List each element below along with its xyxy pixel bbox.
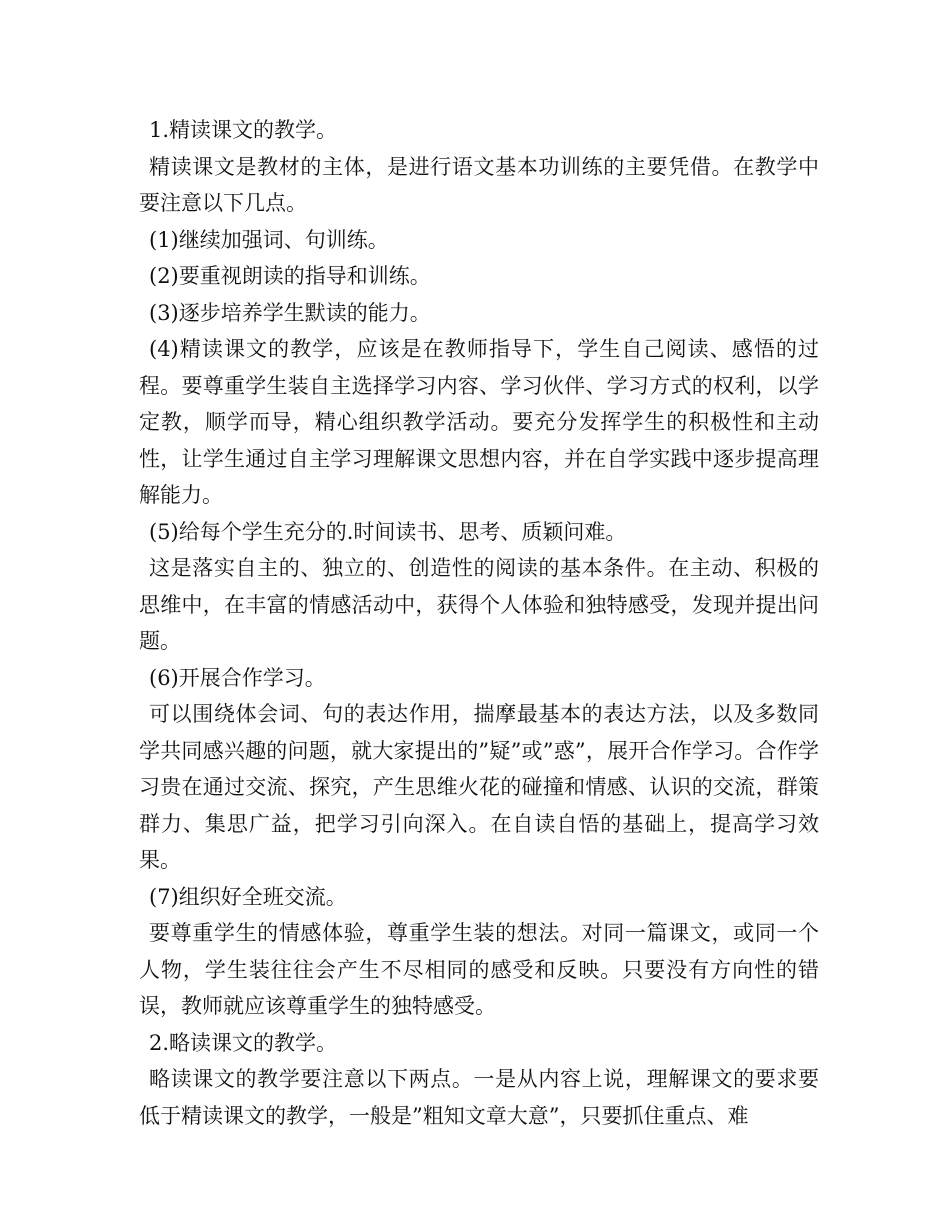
list-item-7: (7)组织好全班交流。 — [149, 884, 347, 909]
paragraph-item-6-detail: 可以围绕体会词、句的表达作用，揣摩最基本的表达方法，以及多数同学共同感兴趣的问题，就大家提出的”疑”或”惑”，展开合作学习。合作学习贵在通过交流、探究，产生思维火花的碰撞和情感、认识的交流，群策群力、集思广益，把学习引向深入。在自读自悟的基础上，提高学习效果。 — [139, 702, 819, 872]
list-item-3: (3)逐步培养学生默读的能力。 — [149, 300, 431, 325]
paragraph-intro: 精读课文是教材的主体，是进行语文基本功训练的主要凭借。在教学中要注意以下几点。 — [139, 154, 819, 215]
list-item-6: (6)开展合作学习。 — [149, 665, 326, 690]
list-item-5: (5)给每个学生充分的.时间读书、思考、质颖问难。 — [149, 519, 627, 544]
paragraph-item-5-detail: 这是落实自主的、独立的、创造性的阅读的基本条件。在主动、积极的思维中，在丰富的情感活动中，获得个人体验和独特感受，发现并提出问题。 — [139, 556, 819, 653]
heading-intensive-reading: 1.精读课文的教学。 — [149, 118, 338, 142]
list-item-2: (2)要重视朗读的指导和训练。 — [149, 264, 431, 288]
list-item-4: (4)精读课文的教学，应该是在教师指导下，学生自己阅读、感悟的过程。要尊重学生装自主选择学习内容、学习伙伴、学习方式的权利，以学定教，顺学而导，精心组织教学活动。要充分发挥学生的积极性和主动性，让学生通过自主学习理解课文思想内容，并在自学实践中逐步提高理解能力。 — [139, 337, 819, 507]
paragraph-skim-reading: 略读课文的教学要注意以下两点。一是从内容上说，理解课文的要求要低于精读课文的教学，一般是”粗知文章大意”，只要抓住重点、难 — [139, 1067, 819, 1128]
document-body — [139, 112, 819, 1134]
paragraph-item-7-detail: 要尊重学生的情感体验，尊重学生装的想法。对同一篇课文，或同一个人物，学生装往往会产生不尽相同的感受和反映。只要没有方向性的错误，教师就应该尊重学生的独特感受。 — [139, 921, 819, 1018]
heading-skim-reading: 2.略读课文的教学。 — [149, 1030, 338, 1055]
list-item-1: (1)继续加强词、句训练。 — [149, 227, 389, 252]
